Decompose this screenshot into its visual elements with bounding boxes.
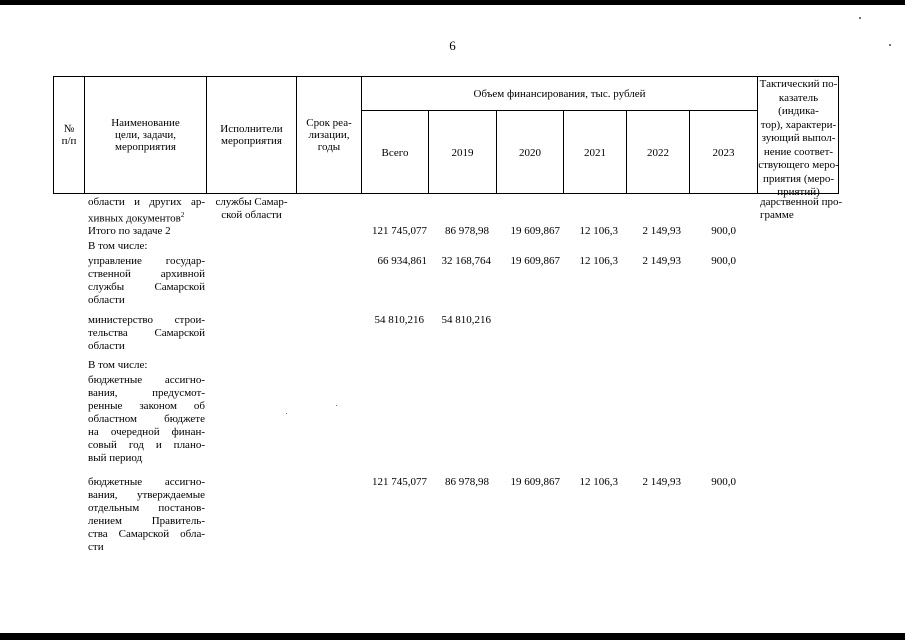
header-executors: Исполнители мероприятия — [220, 123, 283, 147]
row-name: управление государ- ственной архивной службы Самарской области — [88, 255, 205, 306]
cell-total: 66 934,861 — [377, 255, 427, 267]
scan-speck — [889, 44, 891, 46]
cell-2019: 86 978,98 — [445, 476, 489, 488]
header-indicator: Тактический по- казатель (индика- тор), характери- зующий выпол- нение соответ- ствующего меро- приятия (меро- приятий) — [758, 78, 839, 198]
header-year-total: Всего — [381, 147, 409, 159]
header-year-2020: 2020 — [519, 147, 541, 159]
cell-2022: 2 149,93 — [642, 255, 681, 267]
cell-2019: 32 168,764 — [441, 255, 491, 267]
cell-2019: 54 810,216 — [441, 314, 491, 326]
header-year-2023: 2023 — [712, 147, 735, 159]
continuation-executors: службы Самар- ской области — [215, 196, 288, 221]
header-term: Срок реа- лизации, годы — [306, 117, 352, 153]
continuation-name: области и других ар- — [88, 196, 205, 208]
header-no: № п/п — [61, 123, 77, 147]
row-name: министерство строи- тельства Самарской области — [88, 314, 205, 352]
top-scan-border — [0, 0, 905, 5]
scan-speck — [859, 17, 861, 19]
cell-2023: 900,0 — [711, 476, 736, 488]
header-financing-group: Объем финансирования, тыс. рублей — [473, 88, 646, 100]
cell-2020: 19 609,867 — [510, 476, 560, 488]
cell-2021: 12 106,3 — [579, 476, 618, 488]
cell-2023: 900,0 — [711, 255, 736, 267]
cell-total: 121 745,077 — [372, 476, 427, 488]
cell-2020: 19 609,867 — [510, 225, 560, 237]
row-name: В том числе: — [88, 240, 148, 252]
row-name: Итого по задаче 2 — [88, 225, 171, 237]
cell-2021: 12 106,3 — [579, 225, 618, 237]
cell-2021: 12 106,3 — [579, 255, 618, 267]
cell-2020: 19 609,867 — [510, 255, 560, 267]
header-name: Наименование цели, задачи, мероприятия — [111, 117, 180, 153]
header-year-2021: 2021 — [584, 147, 606, 159]
header-year-2019: 2019 — [451, 147, 474, 159]
cell-total: 54 810,216 — [374, 314, 424, 326]
scan-speck — [336, 405, 337, 406]
row-name: бюджетные ассигно- вания, предусмот- ренные законом об областном бюджете на очередной финан- совый год и плано- вый период — [88, 374, 205, 464]
row-name: бюджетные ассигно- вания, утверждаемые отдельным постанов- лением Правитель- ства Самарской обла- сти — [88, 476, 205, 553]
footnote-marker: 2 — [180, 211, 185, 219]
cell-2022: 2 149,93 — [642, 225, 681, 237]
page-number: 6 — [449, 38, 456, 53]
header-year-2022: 2022 — [647, 147, 669, 159]
continuation-indicator: дарственной про- грамме — [760, 196, 843, 221]
cell-2023: 900,0 — [711, 225, 736, 237]
continuation-name-line2: хивных документов$^2$ — [88, 211, 185, 225]
row-name: В том числе: — [88, 359, 148, 371]
bottom-scan-border — [0, 633, 905, 640]
cell-2022: 2 149,93 — [642, 476, 681, 488]
cell-total: 121 745,077 — [372, 225, 427, 237]
cell-2019: 86 978,98 — [445, 225, 489, 237]
scan-speck — [286, 413, 287, 414]
